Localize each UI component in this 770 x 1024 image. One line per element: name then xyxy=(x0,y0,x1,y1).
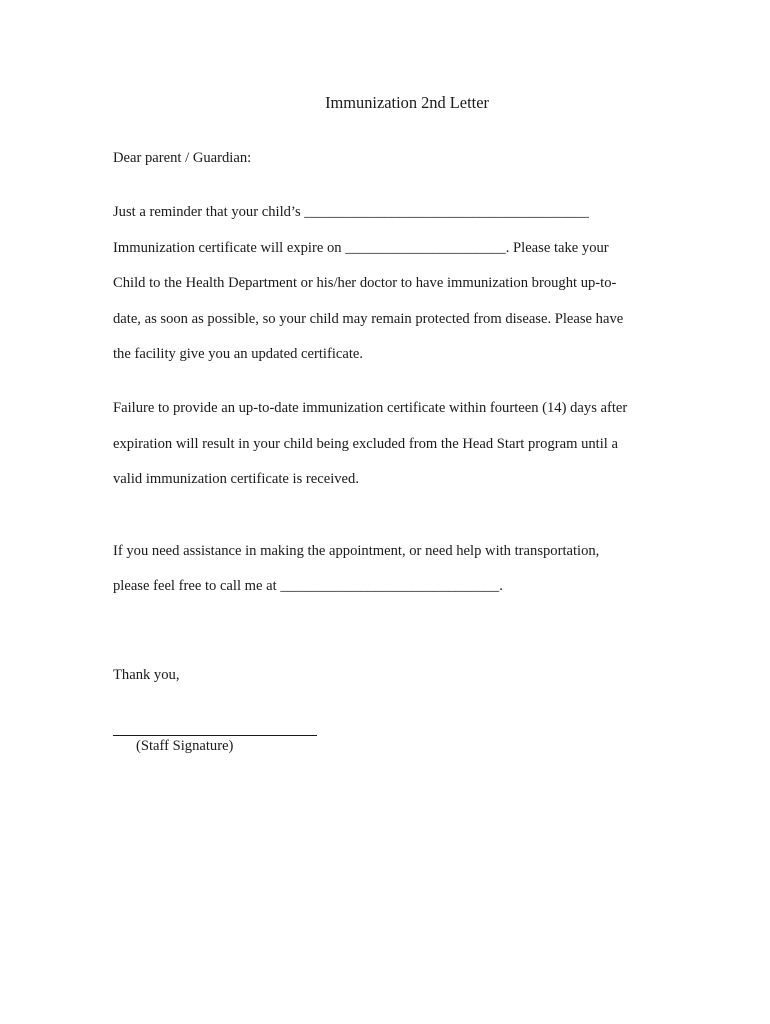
closing: Thank you, xyxy=(113,667,180,683)
paragraph-line: If you need assistance in making the appointment, or need help with transportation, xyxy=(113,543,600,559)
paragraph-line: expiration will result in your child being excluded from the Head Start program until a xyxy=(113,436,618,452)
paragraph-line: Failure to provide an up-to-date immunization certificate within fourteen (14) days after xyxy=(113,400,628,416)
letter-title: Immunization 2nd Letter xyxy=(325,93,489,112)
signature-line xyxy=(113,735,317,736)
paragraph-line: Immunization certificate will expire on ______________________. Please take your xyxy=(113,240,609,256)
signature-label: (Staff Signature) xyxy=(136,738,234,754)
paragraph-line: date, as soon as possible, so your child may remain protected from disease. Please have xyxy=(113,311,624,327)
salutation: Dear parent / Guardian: xyxy=(113,150,252,166)
paragraph-line: valid immunization certificate is received. xyxy=(113,471,359,487)
paragraph-line: Just a reminder that your child’s _______________________________________ xyxy=(113,204,589,220)
paragraph-line: please feel free to call me at ______________________________. xyxy=(113,578,503,594)
paragraph-line: Child to the Health Department or his/her doctor to have immunization brought up-to- xyxy=(113,275,617,291)
paragraph-line: the facility give you an updated certificate. xyxy=(113,346,364,362)
